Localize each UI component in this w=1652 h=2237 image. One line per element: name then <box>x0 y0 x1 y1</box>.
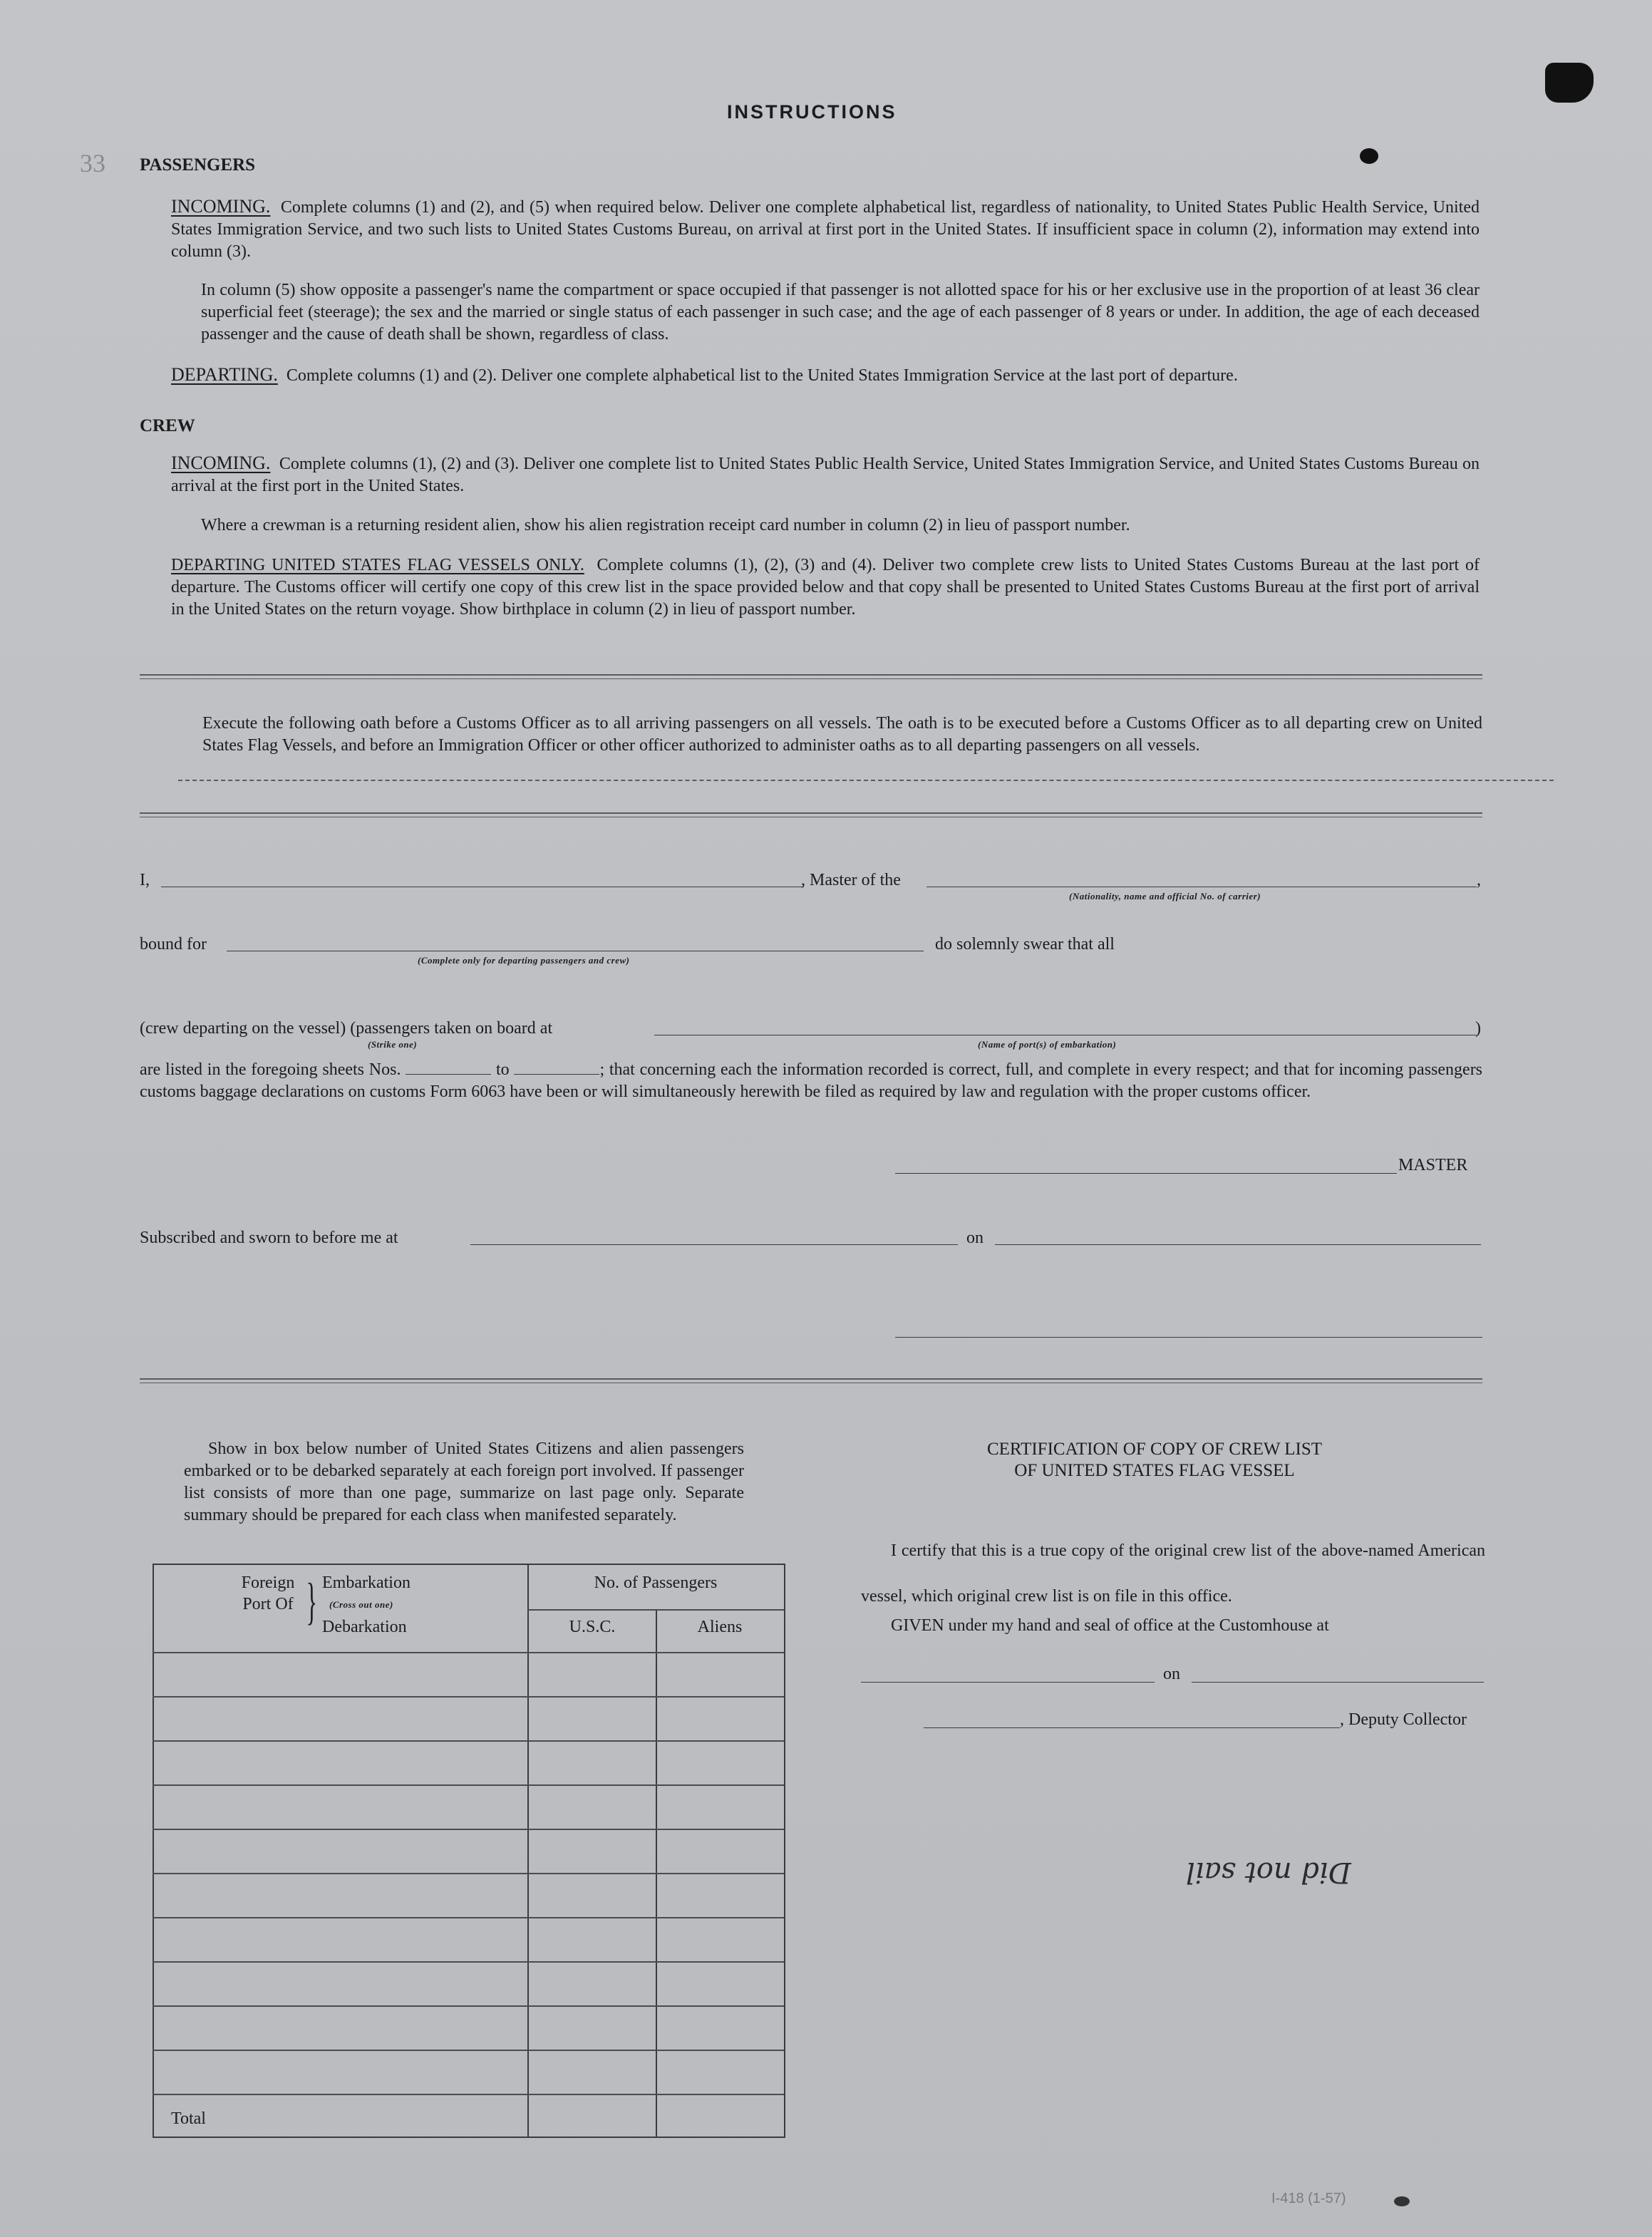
table-row-line <box>153 2050 784 2051</box>
col-aliens-header: Aliens <box>697 1618 743 1636</box>
crew-passengers-label: (crew departing on the vessel) (passengers taken on board at <box>140 1019 553 1038</box>
customhouse-place-field[interactable] <box>861 1682 1155 1683</box>
crew-incoming-paragraph <box>171 452 1480 497</box>
col-foreign-port-header: Foreign Port Of <box>241 1574 295 1613</box>
summary-instructions: Show in box below number of United States Citizens and alien passengers embarked or to be debarked separately at each foreign port involved. If passenger list consists of more than one page, summarize on last page only. Separate summary should be prepared for each class when manifested separately. <box>184 1440 744 1524</box>
certification-title-line2: OF UNITED STATES FLAG VESSEL <box>1014 1461 1295 1480</box>
passengers-heading: PASSENGERS <box>140 155 256 175</box>
master-of-label: , Master of the <box>801 871 901 889</box>
sheets-text: ; that concerning each the information recorded is correct, full, and complete in every respect; and that for incoming passengers customs baggage declarations on customs Form 6063 have been or will simultaneously herewith be filed as required by law and regulation with the proper customs officer. <box>140 1060 1483 1101</box>
dashed-line <box>178 780 1554 781</box>
table-row-line <box>153 1961 784 1963</box>
crew-incoming-text: Complete columns (1), (2) and (3). Deliver one complete list to United States Public Health Service, United States Immigration Service, and United States Customs Bureau on arrival at the first port in the United States. <box>171 455 1480 495</box>
strike-caption: (Strike one) <box>368 1039 418 1050</box>
certification-title-line1: CERTIFICATION OF COPY OF CREW LIST <box>986 1440 1323 1459</box>
crew-alien-paragraph: Where a crewman is a returning resident alien, show his alien registration receipt card number in column (2) in lieu of passport number. <box>201 516 1130 534</box>
table-row-line <box>153 1873 784 1874</box>
sworn-date-field[interactable] <box>995 1244 1481 1245</box>
given-text: GIVEN under my hand and seal of office at the Customhouse at <box>891 1616 1329 1635</box>
separator-line <box>140 1378 1482 1380</box>
table-row-line <box>153 1829 784 1830</box>
crew-departing-text: Complete columns (1), (2), (3) and (4). Deliver two complete crew lists to United States Customs Bureau at the last port of departure. The Customs officer will certify one copy of this crew list in the space provided below and that copy shall be presented to United States Customs Bureau at the first port of arrival in the United States on the return voyage. Show birthplace in column (2) in lieu of passport number. <box>171 556 1480 619</box>
table-row-line <box>153 1917 784 1918</box>
crew-incoming-label: INCOMING. <box>171 453 271 473</box>
handwritten-note: Did not sail <box>1186 1856 1351 1889</box>
ink-blob-mark <box>1545 63 1594 103</box>
comma-mark: , <box>1477 871 1481 889</box>
col-passengers-header: No. of Passengers <box>594 1574 718 1592</box>
passengers-departing-label: DEPARTING. <box>171 364 278 385</box>
table-header-divider <box>527 1609 784 1611</box>
passengers-incoming-paragraph <box>171 195 1480 263</box>
certification-on-label: on <box>1163 1665 1180 1683</box>
master-label: MASTER <box>1398 1156 1468 1174</box>
sworn-on-label: on <box>966 1229 984 1247</box>
sheets-paragraph <box>140 1059 1482 1103</box>
total-label: Total <box>171 2109 206 2128</box>
certification-date-field[interactable] <box>1192 1682 1484 1683</box>
sheets-label: are listed in the foregoing sheets Nos. <box>140 1060 401 1079</box>
bound-caption: (Complete only for departing passengers and crew) <box>418 955 630 966</box>
margin-page-number: 33 <box>80 149 105 177</box>
oath-instructions: Execute the following oath before a Customs Officer as to all arriving passengers on all vessels. The oath is to be executed before a Customs Officer as to all departing crew on United States Flag Vessels, and before an Immigration Officer or other officer authorized to administer oaths as to all departing passengers on all vessels. <box>202 714 1482 755</box>
passengers-column5-paragraph: In column (5) show opposite a passenger's name the compartment or space occupied if that passenger is not allotted space for his or her exclusive use in the proportion of at least 36 clear superficial feet (steerage); the sex and the married or single status of each passenger in such case; and the age of each passenger of 8 years or under. In addition, the age of each deceased passenger and the cause of death shall be shown, regardless of class. <box>201 281 1480 343</box>
crew-departing-label: DEPARTING UNITED STATES FLAG VESSELS ONLY. <box>171 556 584 574</box>
separator-line <box>140 812 1482 814</box>
deputy-collector-label: , Deputy Collector <box>1340 1710 1467 1729</box>
crew-heading: CREW <box>140 416 195 435</box>
table-header-bottom <box>153 1652 784 1653</box>
ink-mark-bottom <box>1394 2196 1410 2206</box>
close-paren: ) <box>1475 1019 1481 1038</box>
ports-caption: (Name of port(s) of embarkation) <box>978 1039 1117 1050</box>
ink-blob-mark-small <box>1360 148 1378 164</box>
oath-i-label: I, <box>140 871 150 889</box>
separator-line <box>140 674 1482 676</box>
cross-out-caption: (Cross out one) <box>329 1599 393 1610</box>
passengers-departing-paragraph <box>171 363 1480 387</box>
to-label: to <box>496 1060 510 1079</box>
passengers-incoming-text: Complete columns (1) and (2), and (5) when required below. Deliver one complete alphabetical list, regardless of nationality, to United States Public Health Service, United States Immigration Service, and two such lists to United States Customs Bureau, on arrival at first port in the United States. If insufficient space in column (2), information may extend into column (3). <box>171 198 1480 261</box>
crew-departing-paragraph <box>171 554 1480 621</box>
brace-mark: } <box>306 1573 318 1630</box>
col-usc-header: U.S.C. <box>569 1618 616 1636</box>
passenger-summary-table <box>153 1564 785 2138</box>
debarkation-label: Debarkation <box>322 1618 407 1636</box>
embarkation-label: Embarkation <box>322 1574 411 1592</box>
deputy-collector-signature-field[interactable] <box>924 1727 1340 1728</box>
certification-text: I certify that this is a true copy of the original crew list of the above-named American vessel, which original crew list is on file in this office. <box>861 1541 1485 1606</box>
master-signature-field[interactable] <box>895 1173 1397 1174</box>
table-row-line <box>153 2005 784 2007</box>
table-row-line <box>153 1696 784 1698</box>
sworn-place-field[interactable] <box>470 1244 958 1245</box>
carrier-caption: (Nationality, name and official No. of carrier) <box>1069 891 1261 901</box>
separator-line <box>140 678 1482 679</box>
swear-label: do solemnly swear that all <box>935 935 1115 954</box>
bound-for-label: bound for <box>140 935 207 954</box>
table-row-line <box>153 1740 784 1742</box>
passengers-incoming-label: INCOMING. <box>171 196 271 217</box>
table-row-line <box>153 2094 784 2095</box>
page-title: INSTRUCTIONS <box>727 101 897 123</box>
subscribed-label: Subscribed and sworn to before me at <box>140 1229 398 1247</box>
form-number: I-418 (1-57) <box>1271 2191 1346 2206</box>
officer-signature-field[interactable] <box>895 1337 1482 1338</box>
passengers-departing-text: Complete columns (1) and (2). Deliver one complete alphabetical list to the United States Immigration Service at the last port of departure. <box>286 366 1238 385</box>
table-row-line <box>153 1784 784 1786</box>
